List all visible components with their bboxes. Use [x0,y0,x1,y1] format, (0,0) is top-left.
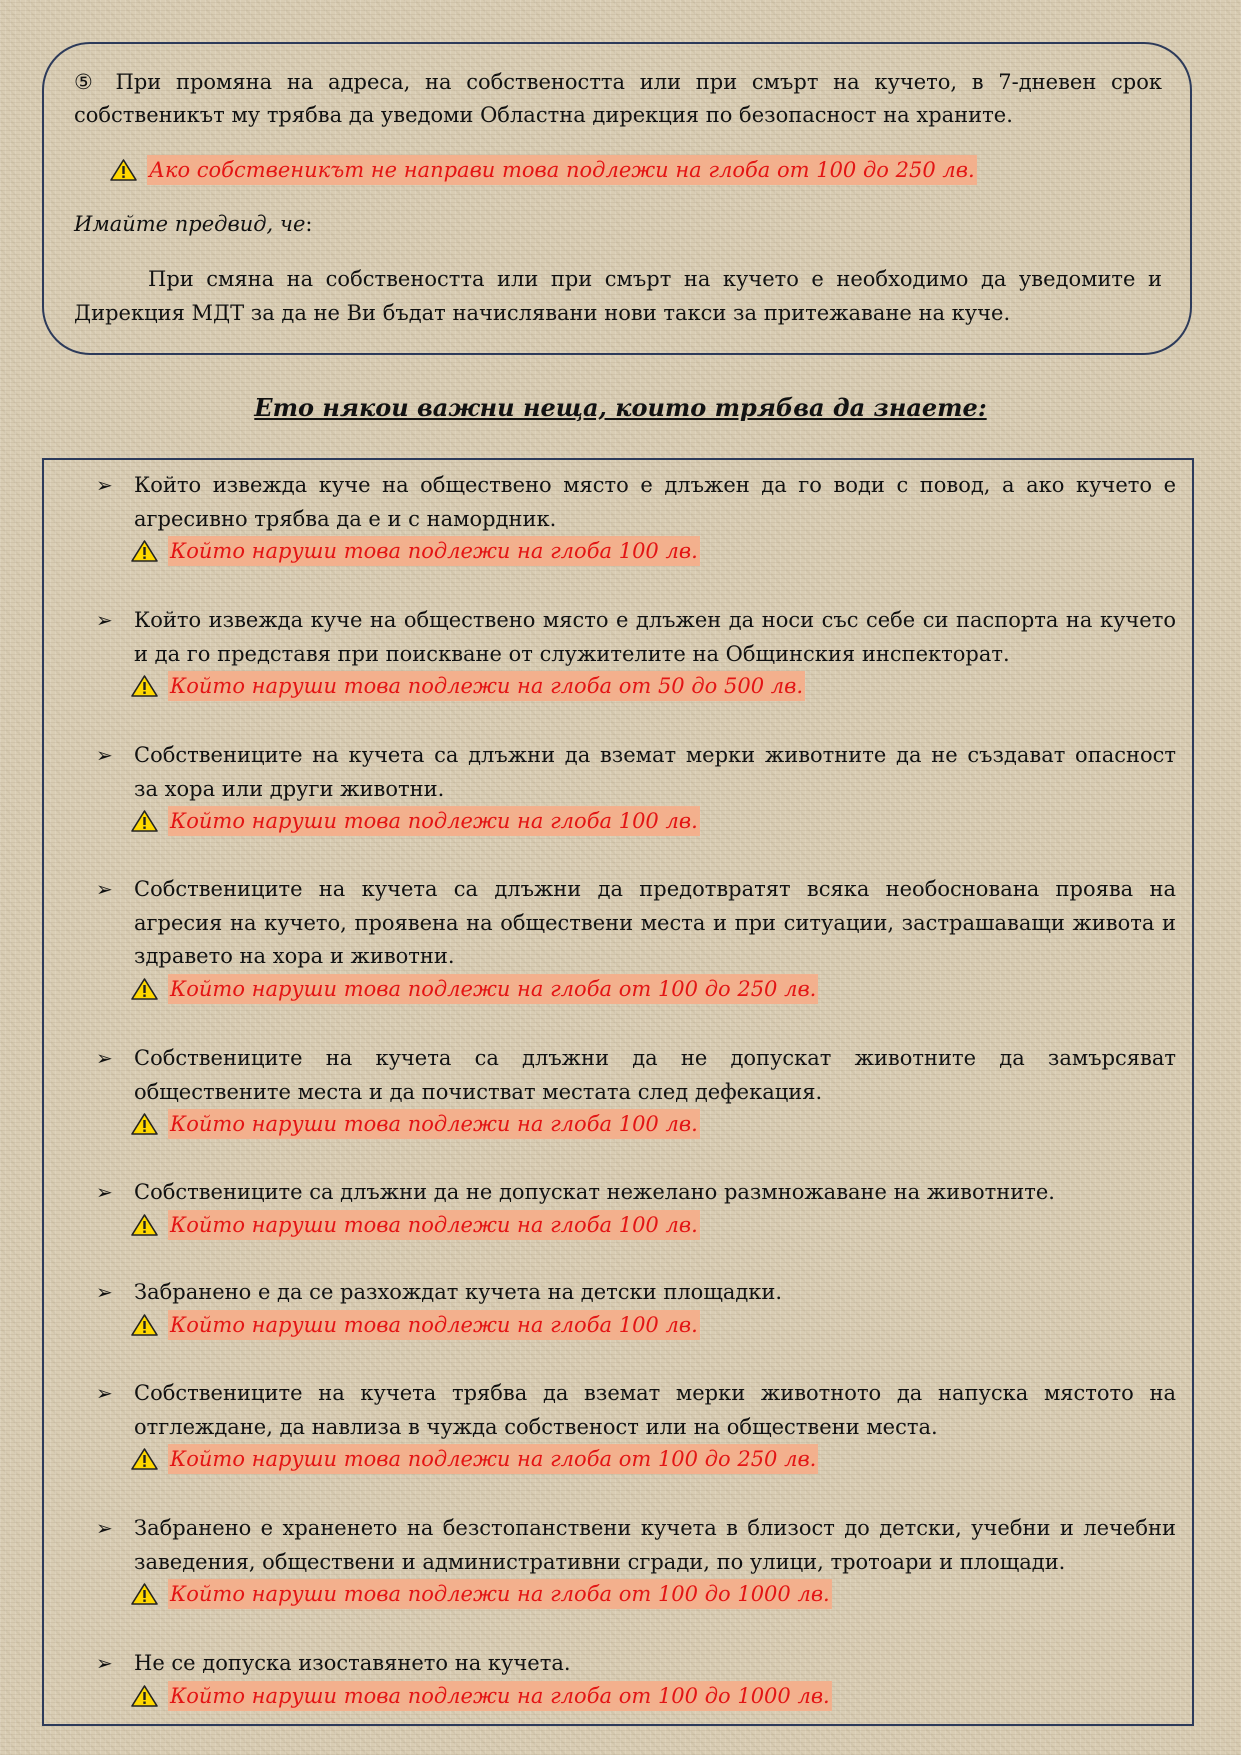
rule-text-line: за хора или други животни. [134,776,445,801]
bullet-arrow-icon: ➢ [96,1381,113,1405]
rule-text-line: заведения, обществени и административни сгради, по улици, тротоари и площади. [134,1549,1066,1574]
rule-text [134,1377,1176,1444]
warning-icon [131,1214,158,1236]
rule-penalty-text: Който наруши това подлежи на глоба от 100 до 250 лв. [168,1444,818,1474]
rule-penalty-text: Който наруши това подлежи на глоба 100 лв. [168,1210,700,1240]
rule-text-line: агресивно трябва да е и с намордник. [134,506,557,531]
rule-penalty-text: Който наруши това подлежи на глоба 100 лв. [168,1310,700,1340]
bullet-arrow-icon: ➢ [96,1651,113,1675]
rule-penalty [131,1210,700,1240]
rule-text-line: Собствениците на кучета трябва да вземат мерки животното да напуска мястото на [134,1381,1176,1405]
rule-penalty-text: Който наруши това подлежи на глоба от 100 до 1000 лв. [168,1681,832,1711]
rule-text-line: Забранено е храненето на безстопанствени кучета в близост до детски, учебни и лечебни [134,1516,1176,1540]
rule-text-line: Забранено е да се разхождат кучета на детски площадки. [134,1280,783,1304]
rule-text-line: агресия на кучето, проявена на обществени места и при ситуации, застрашаващи живота и [134,910,1176,935]
warning-icon [131,1583,158,1605]
rule-text-line: Собствениците на кучета са длъжни да предотвратят всяка необоснована проява на [134,877,1176,901]
warning-icon [131,1314,158,1336]
rule-penalty [131,1310,700,1340]
rule-text [134,1647,1176,1681]
rule-text [134,1276,1176,1310]
rule-text [134,1042,1176,1109]
warning-icon [131,1685,158,1707]
intro-paragraph-line-1: ⑤ При промяна на адреса, на собствеността или при смърт на кучето, в 7-дневен срок [74,70,1162,94]
rule-penalty-text: Който наруши това подлежи на глоба 100 лв. [168,536,700,566]
warning-icon [131,675,158,697]
rule-penalty [131,974,818,1004]
rule-penalty-text: Който наруши това подлежи на глоба от 100 до 250 лв. [168,974,818,1004]
bullet-arrow-icon: ➢ [96,743,113,767]
section-heading: Ето някои важни неща, които трябва да знаете: [254,393,987,422]
rule-text [134,1512,1176,1579]
note-paragraph-line-1: При смяна на собствеността или при смърт на кучето е необходимо да уведомите и [148,267,1162,291]
rule-penalty [131,671,805,701]
bullet-arrow-icon: ➢ [96,1046,113,1070]
rule-text [134,604,1176,671]
rule-penalty [131,1681,832,1711]
rule-text-line: здравето на хора и животни. [134,944,455,968]
bullet-arrow-icon: ➢ [96,1280,113,1304]
rule-text-line: обществените места и да почистват местата след дефекация. [134,1079,823,1104]
note-label: Имайте предвид, че: [74,212,313,236]
rule-text-line: Който извежда куче на обществено място е длъжен да го води с повод, а ако кучето е [134,473,1176,497]
bullet-arrow-icon: ➢ [96,473,113,497]
bullet-arrow-icon: ➢ [96,1180,113,1204]
rule-text [134,1176,1176,1210]
rule-text [134,739,1176,806]
warning-icon [131,978,158,1000]
rule-penalty-text: Който наруши това подлежи на глоба от 100 до 1000 лв. [168,1579,832,1609]
warning-icon [131,1113,158,1135]
warning-icon [131,540,158,562]
warning-icon [131,1448,158,1470]
bullet-arrow-icon: ➢ [96,877,113,901]
rule-penalty [131,536,700,566]
rule-penalty [131,806,700,836]
rule-text-line: Собствениците са длъжни да не допускат нежелано размножаване на животните. [134,1180,1055,1204]
note-paragraph-line-2: Дирекция МДТ за да не Ви бъдат начислявани нови такси за притежаване на куче. [74,301,1011,325]
rule-penalty [131,1579,832,1609]
rule-text-line: Собствениците на кучета са длъжни да вземат мерки животните да не създават опасност [134,743,1176,767]
rule-penalty [131,1444,818,1474]
intro-warning-text: Ако собственикът не направи това подлежи на глоба от 100 до 250 лв. [147,155,977,185]
rule-text [134,873,1176,974]
rule-text-line: Не се допуска изоставянето на кучета. [134,1651,571,1675]
bullet-arrow-icon: ➢ [96,608,113,632]
rule-penalty-text: Който наруши това подлежи на глоба от 50 до 500 лв. [168,671,805,701]
rule-text-line: отглеждане, да навлиза в чужда собственост или на обществени места. [134,1414,938,1439]
warning-icon [131,810,158,832]
rule-text [134,469,1176,536]
intro-paragraph-line-2: собственикът му трябва да уведоми Областна дирекция по безопасност на храните. [74,103,1013,127]
intro-warning [110,155,977,185]
rule-text-line: и да го представя при поискване от служителите на Общинския инспекторат. [134,641,1010,666]
rule-text-line: Собствениците на кучета са длъжни да не допускат животните да замърсяват [134,1046,1176,1070]
bullet-arrow-icon: ➢ [96,1516,113,1540]
rule-penalty-text: Който наруши това подлежи на глоба 100 лв. [168,806,700,836]
rule-text-line: Който извежда куче на обществено място е длъжен да носи със себе си паспорта на кучето [134,608,1176,632]
warning-icon [110,159,137,181]
rule-penalty-text: Който наруши това подлежи на глоба 100 лв. [168,1109,700,1139]
rule-penalty [131,1109,700,1139]
